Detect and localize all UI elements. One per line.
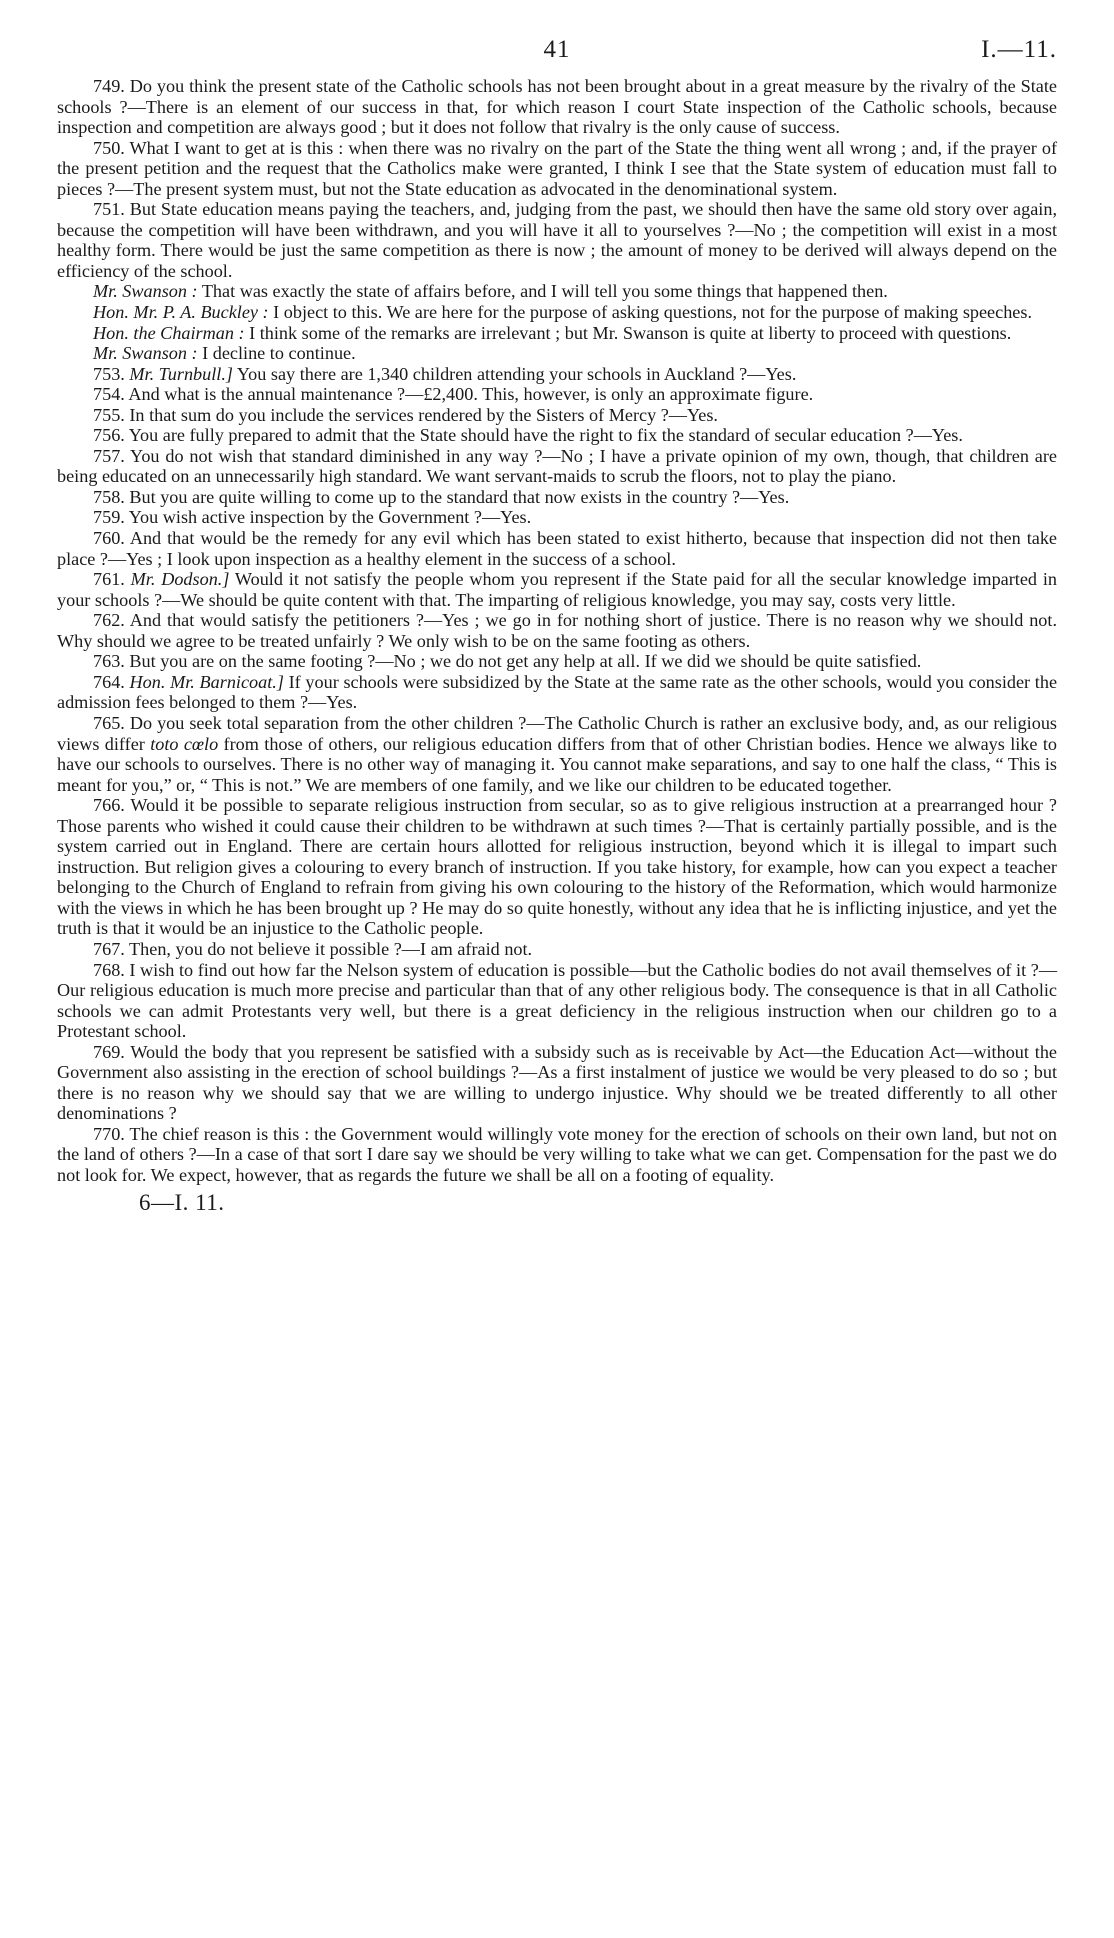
- transcript-paragraph: [57, 507, 1057, 528]
- transcript-paragraph: [57, 323, 1057, 344]
- latin-phrase: toto cœlo: [150, 733, 219, 754]
- transcript-paragraph: [57, 713, 1057, 795]
- question-number: 766.: [93, 795, 125, 816]
- transcript-paragraph: [57, 446, 1057, 487]
- transcript-paragraph: [57, 939, 1057, 960]
- question-number: 762.: [93, 610, 125, 631]
- paragraph-text: And that would be the remedy for any evil which has been stated to exist hitherto, because that inspection did not then take place ?—Yes ; I look upon inspection as a healthy element in the success of a school.: [57, 528, 1057, 569]
- question-number: 767.: [93, 938, 125, 959]
- paragraph-text: But you are quite willing to come up to the standard that now exists in the country ?—Yes.: [129, 486, 790, 507]
- question-number: 761.: [93, 569, 125, 590]
- transcript-paragraph: [57, 1042, 1057, 1124]
- paragraph-text: I wish to find out how far the Nelson system of education is possible—but the Catholic bodies do not avail themselves of it ?—Our religious education is much more precise and particular than that of any other religious body. The consequence is that in all Catholic schools we can admit Protestants very well, but there is a great deficiency in the religious instruction when our children go to a Protestant school.: [57, 959, 1058, 1042]
- speaker-name: Mr. Turnbull.]: [129, 363, 233, 384]
- paragraph-text: And what is the annual maintenance ?—£2,400. This, however, is only an approximate figure.: [128, 384, 814, 405]
- speaker-name: Hon. Mr. Barnicoat.]: [129, 671, 284, 692]
- transcript-paragraph: [57, 199, 1057, 281]
- question-number: 759.: [93, 507, 125, 528]
- transcript-paragraph: [57, 76, 1057, 138]
- question-number: 758.: [93, 486, 125, 507]
- transcript-paragraph: [57, 138, 1057, 200]
- speaker-name: Mr. Swanson :: [93, 343, 198, 364]
- paragraph-text: If your schools were subsidized by the State at the same rate as the other schools, would you consider the admission fees belonged to them ?—Yes.: [57, 671, 1058, 713]
- paragraph-text: And that would satisfy the petitioners ?—Yes ; we go in for nothing short of justice. There is no reason why we should not. Why should we agree to be treated unfairly ? We only wish to be on the same footing as others.: [57, 610, 1058, 651]
- paragraph-text: But State education means paying the teachers, and, judging from the past, we should then have the same old story over again, because the competition will have been withdrawn, and you will have it all to yourselves ?—No ; the competition will exist in a most healthy form. There would be just the same competition as there is now ; the amount of money to be derived will always depend on the efficiency of the school.: [57, 199, 1057, 281]
- transcript-paragraph: [57, 1124, 1057, 1186]
- transcript-paragraph: [57, 405, 1057, 426]
- paragraph-text: I decline to continue.: [202, 343, 356, 364]
- question-number: 765.: [93, 712, 125, 733]
- question-number: 760.: [93, 528, 125, 549]
- question-number: 764.: [93, 671, 125, 692]
- question-number: 754.: [93, 384, 125, 405]
- paragraph-text: But you are on the same footing ?—No ; we do not get any help at all. If we did we should be quite satisfied.: [129, 651, 922, 672]
- speaker-name: Mr. Swanson :: [93, 281, 198, 302]
- transcript-paragraph: [57, 364, 1057, 385]
- paragraph-text: What I want to get at is this : when there was no rivalry on the part of the State the thing went all wrong ; and, if the prayer of the present petition and the request that the Catholics make were granted, I think I see that the State system of education must fall to pieces ?—The present system must, but not the State education as advocated in the denominational system.: [57, 137, 1058, 199]
- transcript-paragraph: [57, 672, 1057, 713]
- question-number: 770.: [93, 1123, 125, 1144]
- paragraph-text: In that sum do you include the services rendered by the Sisters of Mercy ?—Yes.: [129, 404, 718, 425]
- transcript-paragraph: [57, 610, 1057, 651]
- question-number: 757.: [93, 445, 125, 466]
- transcript-paragraph: [57, 528, 1057, 569]
- speaker-name: Mr. Dodson.]: [130, 569, 230, 590]
- paragraph-text: That was exactly the state of affairs before, and I will tell you some things that happened then.: [201, 281, 888, 302]
- question-number: 751.: [93, 199, 125, 220]
- transcript-paragraph: [57, 425, 1057, 446]
- speaker-name: Hon. Mr. P. A. Buckley :: [93, 302, 269, 323]
- paragraph-text: You wish active inspection by the Government ?—Yes.: [128, 507, 532, 528]
- document-page: [57, 32, 1057, 1216]
- question-number: 769.: [93, 1041, 125, 1062]
- question-number: 763.: [93, 651, 125, 672]
- page-header: [57, 32, 1057, 76]
- paragraph-text: I object to this. We are here for the purpose of asking questions, not for the purpose of making speeches.: [273, 302, 1032, 323]
- question-number: 750.: [93, 137, 125, 158]
- paragraph-text: Would it not satisfy the people whom you represent if the State paid for all the secular knowledge imparted in your schools ?—We should be quite content with that. The imparting of religious knowledge, you may say, costs very little.: [57, 569, 1057, 610]
- paragraph-text: Do you think the present state of the Catholic schools has not been brought about in a great measure by the rivalry of the State schools ?—There is an element of our success in that, for which reason I court State inspection of the Catholic schools, because inspection and competition are always good ; but it does not follow that rivalry is the only cause of success.: [57, 76, 1058, 138]
- document-reference: I.—11.: [981, 36, 1057, 63]
- transcript-paragraph: [57, 384, 1057, 405]
- paragraph-text: You say there are 1,340 children attending your schools in Auckland ?—Yes.: [236, 363, 797, 384]
- paragraph-text: Would it be possible to separate religious instruction from secular, so as to give religious instruction at a prearranged hour ? Those parents who wished it could cause their children to be withdrawn at such times ?—That is certainly partially possible, and is the system carried out in England. There are certain hours allotted for religious instruction, beyond which it is illegal to impart such instruction. But religion gives a colouring to every branch of instruction. If you take history, for example, how can you expect a teacher belonging to the Church of England to refrain from giving his own colouring to the history of the Reformation, which would harmonize with the views in which he has been brought up ? He may do so quite honestly, without any idea that he is inflicting injustice, and yet the truth is that it would be an injustice to the Catholic people.: [57, 795, 1058, 939]
- question-number: 753.: [93, 363, 125, 384]
- transcript-paragraph: [57, 343, 1057, 364]
- question-number: 756.: [93, 425, 125, 446]
- paragraph-text: You do not wish that standard diminished in any way ?—No ; I have a private opinion of my own, though, that children are being educated on an unnecessarily high standard. We want servant-maids to scrub the floors, not to play the piano.: [57, 445, 1057, 487]
- transcript-paragraph: [57, 960, 1057, 1042]
- transcript-paragraph: [57, 569, 1057, 610]
- paragraph-text: You are fully prepared to admit that the State should have the right to fix the standard of secular education ?—Yes.: [128, 425, 963, 446]
- transcript-paragraph: [57, 281, 1057, 302]
- paragraph-text: I think some of the remarks are irrelevant ; but Mr. Swanson is quite at liberty to proceed with questions.: [249, 322, 1012, 343]
- transcript-paragraph: [57, 651, 1057, 672]
- printer-signature: 6—I. 11.: [139, 1189, 225, 1215]
- question-number: 749.: [93, 76, 125, 96]
- question-number: 768.: [93, 959, 125, 980]
- transcript-paragraph: [57, 302, 1057, 323]
- question-number: 755.: [93, 404, 125, 425]
- paragraph-text: The chief reason is this : the Government would willingly vote money for the erection of schools on their own land, but not on the land of others ?—In a case of that sort I dare say we should be very willing to take what we can get. Compensation for the past we do not look for. We expect, however, that as regards the future we shall be all on a footing of equality.: [57, 1123, 1057, 1185]
- paragraph-text: Would the body that you represent be satisfied with a subsidy such as is receivable by Act—the Education Act—without the Government also assisting in the erection of school buildings ?—As a first instalment of justice we would be very pleased to do so ; but there is no reason why we should say that we are willing to undergo injustice. Why should we be treated differently to all other denominations ?: [57, 1041, 1058, 1124]
- transcript-paragraph: [57, 487, 1057, 508]
- transcript-paragraph: [57, 795, 1057, 939]
- page-number: 41: [543, 36, 571, 63]
- paragraph-text: Then, you do not believe it possible ?—I am afraid not.: [129, 938, 533, 959]
- speaker-name: Hon. the Chairman :: [93, 322, 245, 343]
- evidence-transcript: [57, 76, 1057, 1186]
- paragraph-text: Do you seek total separation from the other children ?—The Catholic Church is rather an exclusive body, and, as our religious views differ toto cœlo from those of others, our religious education differs from that of other Christian bodies. Hence we always like to have our schools to ourselves. There is no other way of managing it. You cannot make separations, and say to one half the class, “ This is meant for you,” or, “ This is not.” We are members of one family, and we like our children to be educated together.: [57, 712, 1057, 795]
